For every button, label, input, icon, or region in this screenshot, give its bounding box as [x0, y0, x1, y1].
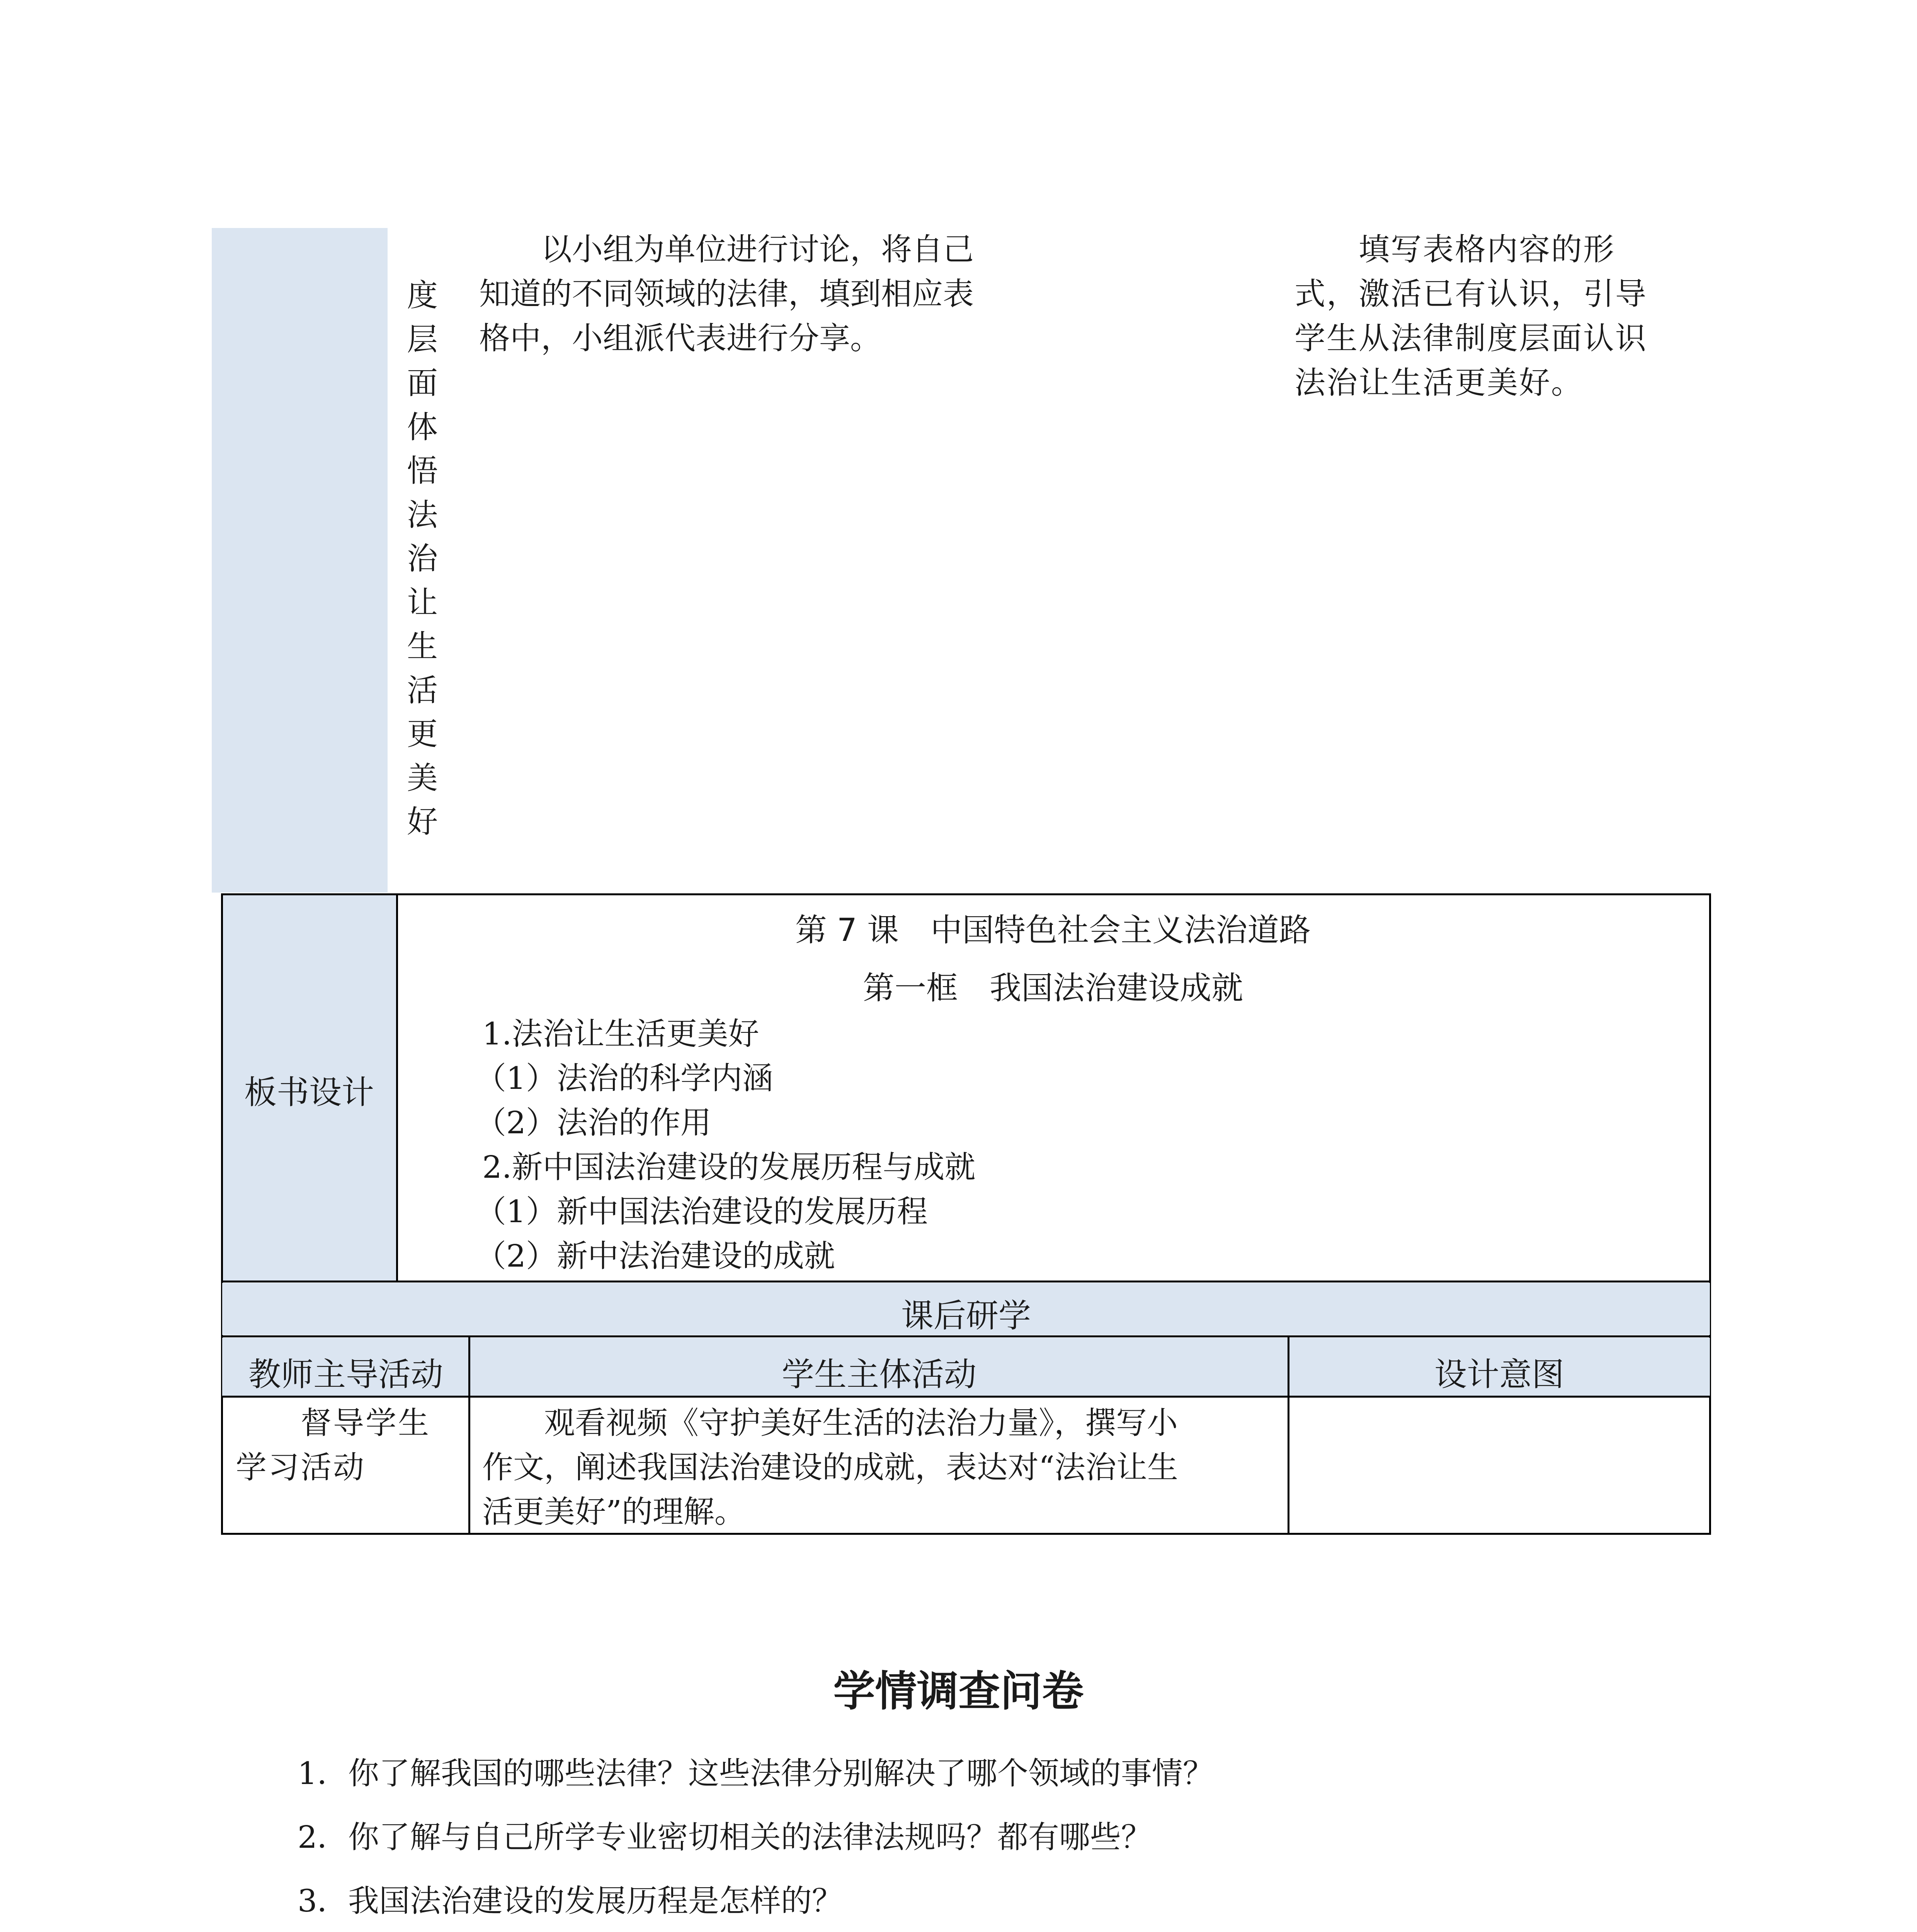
- table-border: [221, 1281, 1711, 1282]
- survey-question: 3．我国法治建设的发展历程是怎样的？: [298, 1883, 843, 1919]
- table-shaded-column: [212, 228, 388, 893]
- board-line: （1）新中国法治建设的发展历程: [475, 1194, 928, 1230]
- board-line: （1）法治的科学内涵: [475, 1060, 773, 1096]
- survey-question: 2．你了解与自己所学专业密切相关的法律法规吗？都有哪些？: [298, 1819, 1152, 1855]
- student-activity-cell: 观看视频《守护美好生活的法治力量》，撰写小 作文，阐述我国法治建设的成就，表达对“法治让生 活更美好”的理解。: [482, 1405, 1178, 1530]
- table-border: [396, 893, 398, 1282]
- table-border: [221, 893, 1711, 895]
- survey-question: 1．你了解我国的哪些法律？这些法律分别解决了哪个领域的事情？: [298, 1755, 1214, 1791]
- header-student: 学生主体活动: [781, 1355, 976, 1393]
- table-border: [221, 893, 223, 1535]
- teacher-activity-cell: 督导学生 学习活动: [236, 1405, 430, 1485]
- board-subtitle: 第一框 我国法治建设成就: [862, 970, 1243, 1007]
- study-title: 课后研学: [901, 1297, 1031, 1335]
- board-line: 1.法治让生活更美好: [482, 1016, 759, 1052]
- board-line: 2.新中国法治建设的发展历程与成就: [482, 1149, 976, 1185]
- stage-vertical-label: 度 层 面 体 悟 法 治 让 生 活 更 美 好: [407, 277, 438, 840]
- survey-title: 学情调查问卷: [833, 1667, 1084, 1716]
- board-line: （2）法治的作用: [475, 1105, 711, 1141]
- table-border: [221, 1396, 1711, 1398]
- header-teacher: 教师主导活动: [248, 1355, 443, 1393]
- table-border: [1709, 893, 1711, 1535]
- header-intent: 设计意图: [1434, 1355, 1564, 1393]
- board-title: 第 7 课 中国特色社会主义法治道路: [795, 912, 1311, 949]
- board-label: 板书设计: [244, 1073, 374, 1111]
- board-line: （2）新中法治建设的成就: [475, 1238, 835, 1274]
- design-intent-cell: 填写表格内容的形 式，激活已有认识，引导 学生从法律制度层面认识 法治让生活更美好。: [1294, 231, 1647, 401]
- student-activity-cell: 以小组为单位进行讨论，将自己 知道的不同领域的法律，填到相应表 格中，小组派代表进行分享。: [479, 231, 974, 356]
